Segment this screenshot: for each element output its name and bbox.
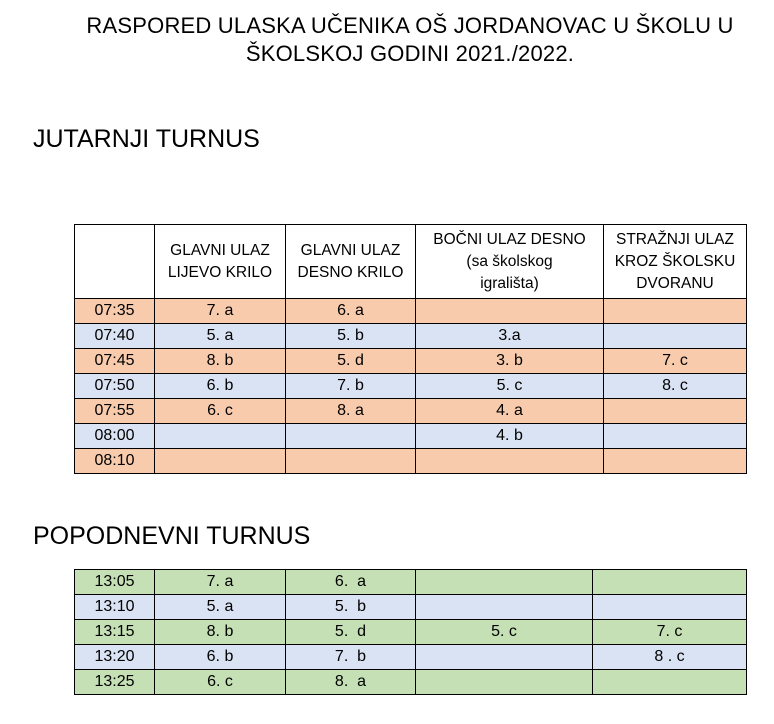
class-cell: 7. c [604,349,747,374]
class-cell: 5. b [286,595,416,620]
class-cell: 5. a [155,595,286,620]
table-row [75,424,747,449]
table-row [75,324,747,349]
class-cell [604,449,747,474]
table-row [75,299,747,324]
time-cell: 13:25 [75,670,155,695]
class-cell: 6. b [155,374,286,399]
column-header-line: igrališta) [480,274,539,292]
class-cell: 6. a [286,570,416,595]
class-cell: 7. a [155,570,286,595]
table-row [75,374,747,399]
morning-shift-heading: JUTARNJI TURNUS [33,125,260,153]
column-header-line: STRAŽNJI ULAZ [616,230,734,248]
table-row [75,349,747,374]
title-line-1: RASPORED ULASKA UČENIKA OŠ JORDANOVAC U ŠKOLU U [86,13,734,38]
class-cell [604,399,747,424]
afternoon-shift-heading: POPODNEVNI TURNUS [33,522,311,550]
class-cell: 6. a [286,299,416,324]
afternoon-schedule-table [74,569,747,695]
time-cell: 13:15 [75,620,155,645]
column-header [286,225,416,299]
class-cell: 5. b [286,324,416,349]
class-cell [604,299,747,324]
class-cell [593,595,747,620]
class-cell [286,424,416,449]
time-cell: 07:45 [75,349,155,374]
class-cell [416,645,593,670]
table-row [75,399,747,424]
column-header-line: GLAVNI ULAZ [300,241,401,259]
column-header-line: KROZ ŠKOLSKU [614,252,736,270]
class-cell [416,595,593,620]
class-cell: 8. c [604,374,747,399]
class-cell: 5. a [155,324,286,349]
class-cell [604,424,747,449]
column-header-line: DESNO KRILO [297,263,404,281]
class-cell [604,324,747,349]
column-header [155,225,286,299]
class-cell: 8 . c [593,645,747,670]
class-cell [416,670,593,695]
class-cell: 4. a [416,399,604,424]
column-header-line: LIJEVO KRILO [167,263,273,281]
class-cell: 8. a [286,399,416,424]
column-header [604,225,747,299]
class-cell: 5. d [286,349,416,374]
time-cell: 08:10 [75,449,155,474]
class-cell: 6. b [155,645,286,670]
document-title [30,12,774,68]
class-cell: 8. b [155,349,286,374]
class-cell [416,299,604,324]
column-header-line: GLAVNI ULAZ [170,241,270,259]
column-header [75,225,155,299]
column-header [416,225,604,299]
class-cell: 6. c [155,670,286,695]
morning-schedule-table [74,224,747,474]
class-cell: 3. b [416,349,604,374]
column-header-line: (sa školskog [466,252,553,270]
table-row [75,595,747,620]
class-cell: 8. b [155,620,286,645]
class-cell: 8. a [286,670,416,695]
class-cell: 6. c [155,399,286,424]
column-header-line: DVORANU [636,274,714,292]
class-cell [155,449,286,474]
class-cell [593,570,747,595]
class-cell: 4. b [416,424,604,449]
table-row [75,645,747,670]
class-cell [593,670,747,695]
class-cell: 7. b [286,374,416,399]
class-cell: 7. a [155,299,286,324]
table-row [75,449,747,474]
time-cell: 07:35 [75,299,155,324]
time-cell: 13:20 [75,645,155,670]
class-cell [416,449,604,474]
table-row [75,620,747,645]
class-cell: 7. c [593,620,747,645]
class-cell [286,449,416,474]
time-cell: 07:55 [75,399,155,424]
table-row [75,570,747,595]
class-cell: 7. b [286,645,416,670]
time-cell: 08:00 [75,424,155,449]
column-header-line: BOČNI ULAZ DESNO [433,230,586,248]
class-cell: 3.a [416,324,604,349]
time-cell: 07:40 [75,324,155,349]
table-row [75,670,747,695]
class-cell: 5. d [286,620,416,645]
class-cell: 5. c [416,620,593,645]
class-cell: 5. c [416,374,604,399]
class-cell [416,570,593,595]
title-line-2: ŠKOLSKOJ GODINI 2021./2022. [245,41,575,66]
table-header-row [75,225,747,299]
time-cell: 13:10 [75,595,155,620]
class-cell [155,424,286,449]
time-cell: 13:05 [75,570,155,595]
time-cell: 07:50 [75,374,155,399]
